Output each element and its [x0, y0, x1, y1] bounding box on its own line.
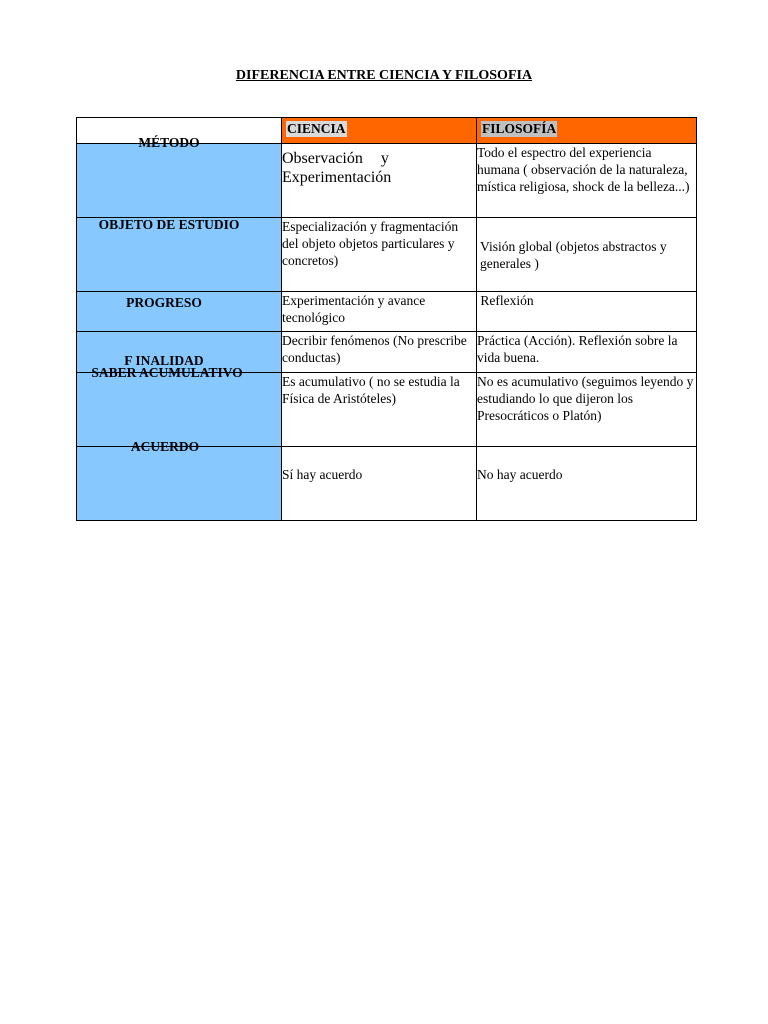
cell-saber-filosofia: No es acumulativo (seguimos leyendo y estudiando lo que dijeron los Presocráticos o Platón)	[477, 373, 697, 447]
header-ciencia-label: CIENCIA	[287, 121, 346, 136]
header-filosofia-cell	[477, 118, 697, 144]
cell-progreso-ciencia: Experimentación y avance tecnológico	[282, 292, 477, 332]
row-label-saber-acumulativo: SABER ACUMULATIVO	[77, 373, 282, 447]
header-filosofia-label: FILOSOFÍA	[482, 121, 557, 136]
cell-progreso-filosofia: Reflexión	[477, 292, 697, 332]
cell-acuerdo-ciencia: Sí hay acuerdo	[282, 447, 477, 521]
table-row	[77, 447, 697, 521]
cell-objeto-ciencia: Especialización y fragmentación del objeto objetos particulares y concretos)	[282, 218, 477, 292]
cell-objeto-filosofia: Visión global (objetos abstractos y generales )	[477, 218, 697, 292]
cell-saber-ciencia: Es acumulativo ( no se estudia la Física de Aristóteles)	[282, 373, 477, 447]
cell-finalidad-filosofia: Práctica (Acción). Reflexión sobre la vida buena.	[477, 332, 697, 373]
cell-metodo-ciencia: Observación y Experimentación	[282, 144, 477, 218]
comparison-table	[76, 117, 697, 521]
row-label-progreso: PROGRESO	[77, 292, 282, 332]
table-row	[77, 292, 697, 332]
table-row	[77, 144, 697, 218]
cell-acuerdo-filosofia: No hay acuerdo	[477, 447, 697, 521]
row-label-objeto-de-estudio: OBJETO DE ESTUDIO	[77, 218, 282, 292]
document-title: DIFERENCIA ENTRE CIENCIA Y FILOSOFIA	[235, 68, 533, 83]
cell-metodo-filosofia: Todo el espectro del experiencia humana ( observación de la naturaleza, mística religiosa, shock de la belleza...)	[477, 144, 697, 218]
row-label-finalidad: F INALIDAD	[77, 332, 282, 373]
table-row	[77, 373, 697, 447]
row-label-acuerdo: ACUERDO	[77, 447, 282, 521]
table-row	[77, 218, 697, 292]
row-label-metodo: MÉTODO	[77, 144, 282, 218]
header-ciencia-cell	[282, 118, 477, 144]
cell-finalidad-ciencia: Decribir fenómenos (No prescribe conductas)	[282, 332, 477, 373]
